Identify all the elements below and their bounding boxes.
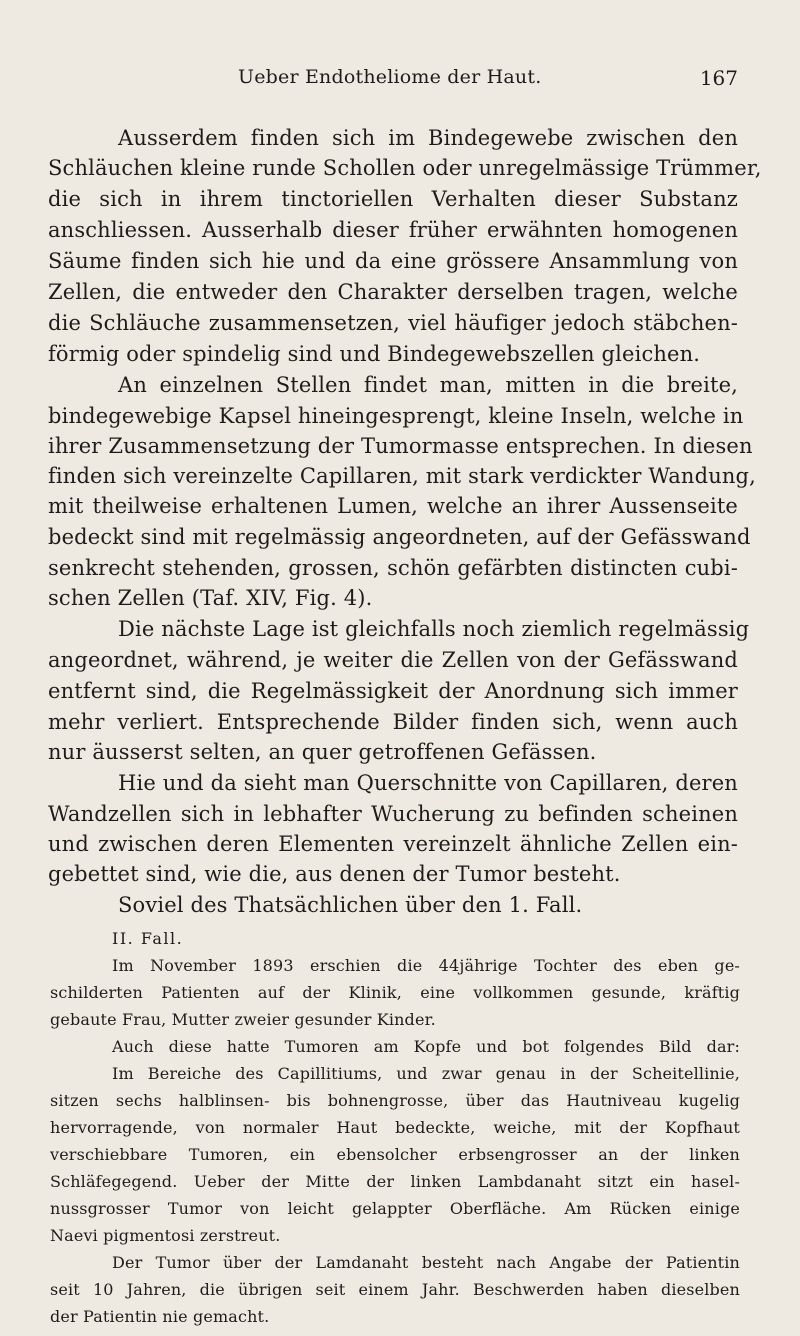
text-line: Zellen, die entweder den Charakter derselben tragen, welche xyxy=(48,280,738,304)
text-line: bindegewebige Kapsel hineingesprengt, kleine Inseln, welche in xyxy=(48,404,744,428)
text-line: Wandzellen sich in lebhafter Wucherung zu befinden scheinen xyxy=(48,802,738,826)
text-line: der Patientin nie gemacht. xyxy=(50,1307,270,1326)
text-line: Im November 1893 erschien die 44jährige Tochter des eben ge- xyxy=(112,956,740,975)
text-line: Im Bereiche des Capillitiums, und zwar genau in der Scheitellinie, xyxy=(112,1064,740,1083)
text-line: entfernt sind, die Regelmässigkeit der Anordnung sich immer xyxy=(48,679,738,703)
text-line: angeordnet, während, je weiter die Zellen von der Gefässwand xyxy=(48,648,738,672)
text-line: An einzelnen Stellen findet man, mitten in die breite, xyxy=(118,373,738,397)
text-line: sitzen sechs halblinsen- bis bohnengrosse, über das Hautniveau kugelig xyxy=(50,1091,740,1110)
text-line: Hie und da sieht man Querschnitte von Capillaren, deren xyxy=(118,771,738,795)
text-line: finden sich vereinzelte Capillaren, mit stark verdickter Wandung, xyxy=(48,464,756,488)
text-line: Der Tumor über der Lamdanaht besteht nach Angabe der Patientin xyxy=(112,1253,740,1272)
text-line: gebaute Frau, Mutter zweier gesunder Kinder. xyxy=(50,1010,436,1029)
text-line: Schläfegegend. Ueber der Mitte der linken Lambdanaht sitzt ein hasel- xyxy=(50,1172,740,1191)
text-line: die Schläuche zusammensetzen, viel häufiger jedoch stäbchen- xyxy=(48,311,738,335)
text-line: senkrecht stehenden, grossen, schön gefärbten distincten cubi- xyxy=(48,556,738,580)
running-title: Ueber Endotheliome der Haut. xyxy=(238,66,542,88)
text-line: schilderten Patienten auf der Klinik, eine vollkommen gesunde, kräftig xyxy=(50,983,740,1002)
page-header xyxy=(238,66,738,96)
text-line: bedeckt sind mit regelmässig angeordneten, auf der Gefässwand xyxy=(48,525,751,549)
text-line: verschiebbare Tumoren, ein ebensolcher erbsengrosser an der linken xyxy=(50,1145,740,1164)
text-line: und zwischen deren Elementen vereinzelt ähnliche Zellen ein- xyxy=(48,832,738,856)
text-line: mit theilweise erhaltenen Lumen, welche an ihrer Aussenseite xyxy=(48,494,738,518)
text-line: seit 10 Jahren, die übrigen seit einem Jahr. Beschwerden haben dieselben xyxy=(50,1280,740,1299)
text-line: hervorragende, von normaler Haut bedeckte, weiche, mit der Kopfhaut xyxy=(50,1118,740,1137)
text-line: förmig oder spindelig sind und Bindegewebszellen gleichen. xyxy=(48,342,701,366)
text-line: Säume finden sich hie und da eine grössere Ansammlung von xyxy=(48,249,738,273)
text-line: Soviel des Thatsächlichen über den 1. Fall. xyxy=(118,893,583,917)
text-line: Ausserdem finden sich im Bindegewebe zwischen den xyxy=(118,126,738,150)
text-line: Die nächste Lage ist gleichfalls noch ziemlich regelmässig xyxy=(118,617,750,641)
text-line: die sich in ihrem tinctoriellen Verhalten dieser Substanz xyxy=(48,187,738,211)
text-line: Auch diese hatte Tumoren am Kopfe und bot folgendes Bild dar: xyxy=(112,1037,740,1056)
text-line: mehr verliert. Entsprechende Bilder finden sich, wenn auch xyxy=(48,710,738,734)
page-number: 167 xyxy=(699,66,738,90)
text-line: schen Zellen (Taf. XIV, Fig. 4). xyxy=(48,586,373,610)
section-heading: II. Fall. xyxy=(112,929,184,948)
text-line: nur äusserst selten, an quer getroffenen Gefässen. xyxy=(48,740,597,764)
text-line: gebettet sind, wie die, aus denen der Tumor besteht. xyxy=(48,862,621,886)
text-line: anschliessen. Ausserhalb dieser früher erwähnten homogenen xyxy=(48,218,738,242)
text-line: ihrer Zusammensetzung der Tumormasse entsprechen. In diesen xyxy=(48,434,753,458)
text-line: Schläuchen kleine runde Schollen oder unregelmässige Trümmer, xyxy=(48,156,762,180)
text-line: nussgrosser Tumor von leicht gelappter Oberfläche. Am Rücken einige xyxy=(50,1199,740,1218)
text-line: Naevi pigmentosi zerstreut. xyxy=(50,1226,281,1245)
